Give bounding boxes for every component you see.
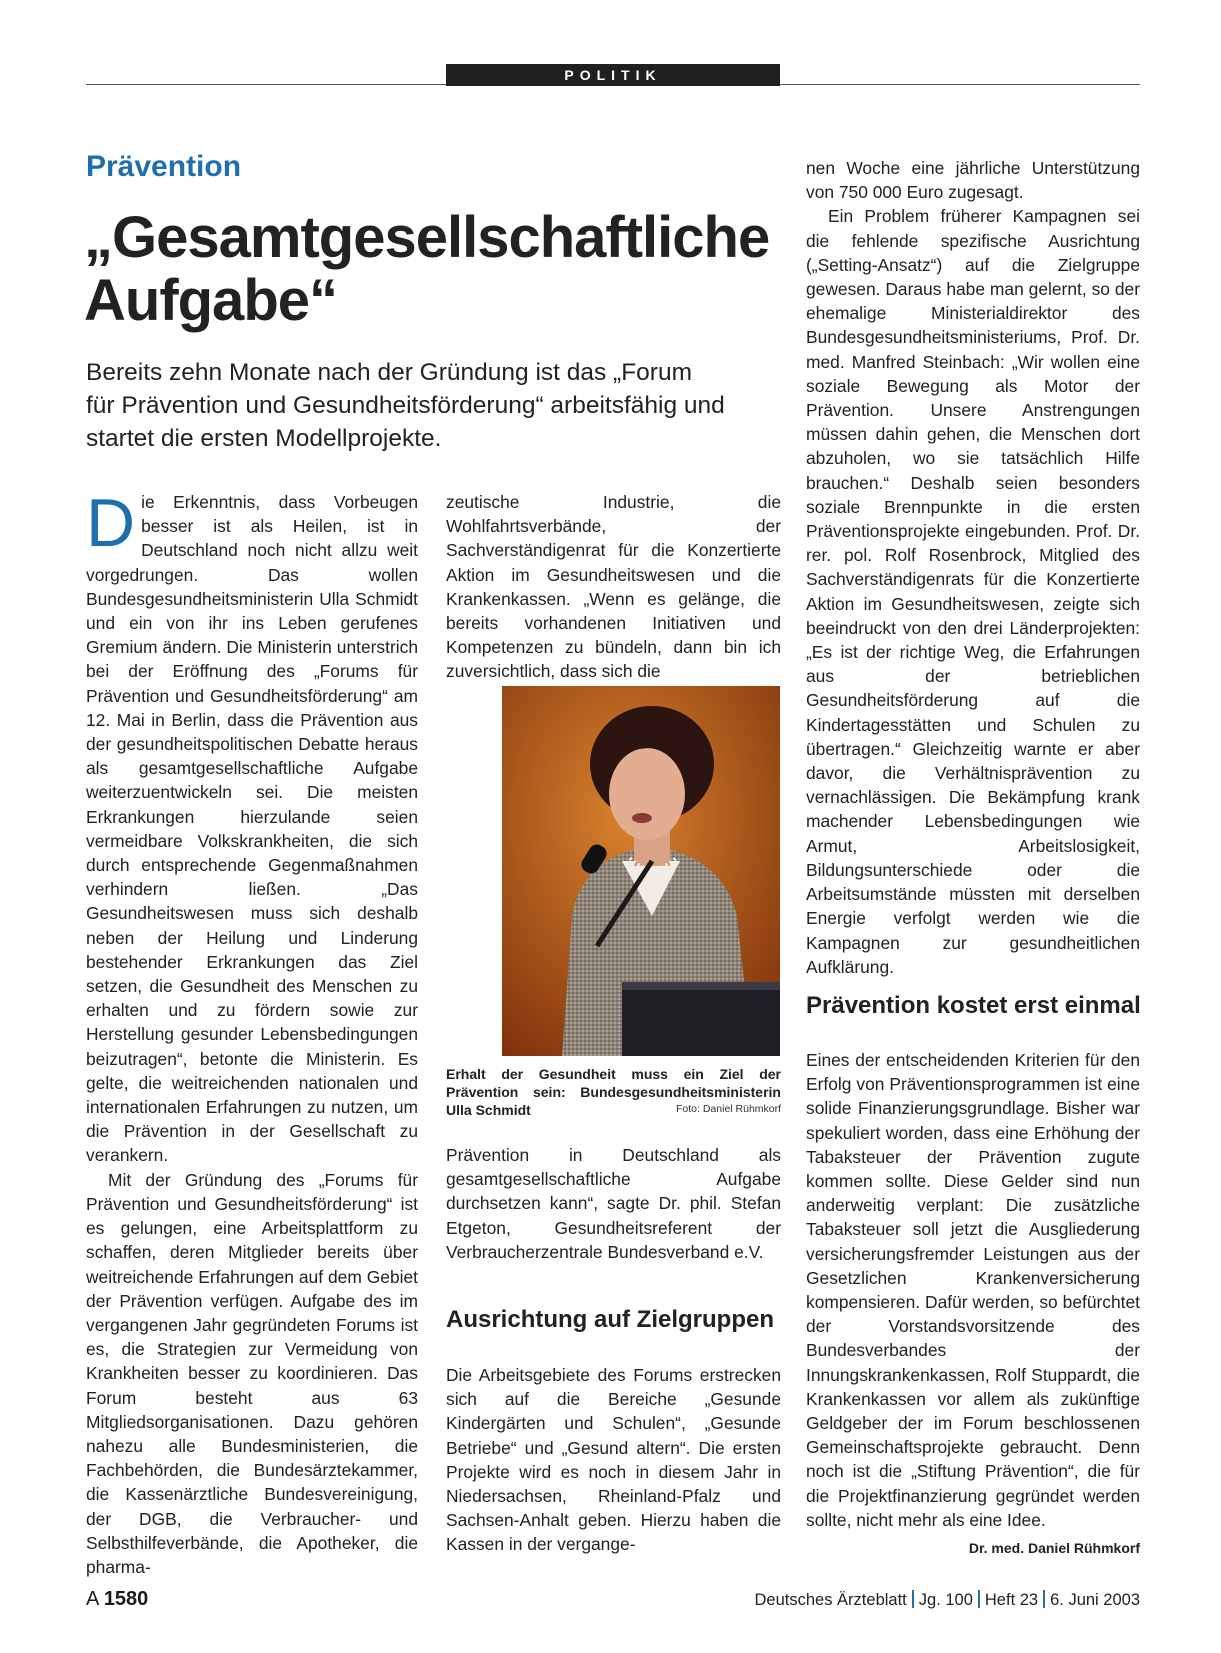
minister-photo [502, 686, 780, 1056]
separator [912, 1590, 914, 1608]
page-number-value: 1580 [103, 1588, 149, 1610]
article-column-2-bottom [446, 1363, 781, 1557]
article-column-3-bottom [806, 1048, 1140, 1560]
separator [1043, 1590, 1045, 1608]
article-headline: „Gesamtgesellschaftliche Aufgabe“ [84, 205, 770, 333]
subheading-praevention-kostet: Prävention kostet erst einmal [806, 992, 1141, 1019]
paragraph: nen Woche eine jährliche Unterstützung von 750 000 Euro zugesagt. [806, 158, 1140, 203]
paragraph-text: ie Erkenntnis, dass Vorbeugen besser ist als Heilen, ist in Deutschland noch nicht allzu weit vorgedrungen. Das wollen Bundesgesundheitsministerin Ulla Schmidt und ein von ihr ins Leben gerufenes Gremium ändern. Die Ministerin unterstrich bei der Eröffnung des „Forums für Prävention und Gesundheitsförderung“ am 12. Mai in Berlin, dass die Prävention aus der gesundheitspolitischen Debatte heraus als gesamtgesellschaftliche Aufgabe weiterzuentwickeln sei. Die meisten Erkrankungen hierzulande seien vermeidbare Volkskrankheiten, die sich durch entsprechende Gegenmaßnahmen verhindern ließen. „Das Gesundheitswesen muss sich deshalb neben der Heilung und Linderung bestehender Erkrankungen das Ziel setzen, die Gesundheit des Menschen zu erhalten und zu fördern sowie zur Herstellung gesunder Lebensbedingungen beizutragen“, betonte die Ministerin. Es gelte, die weitreichenden nationalen und internationalen Erfahrungen zu nutzen, um die Prävention in der Gesellschaft zu verankern. [86, 492, 418, 1166]
drop-cap: D [86, 485, 136, 561]
paragraph: Mit der Gründung des „Forums für Prävention und Gesundheitsförderung“ ist es gelungen, eine Arbeitsplattform zu schaffen, deren Mitglieder bereits über weitreichende Erfahrungen auf dem Gebiet der Prävention verfügen. Aufgabe des im vergangenen Jahr gegründeten Forums ist es, die Strategien zur Vermeidung von Krankheiten besser zu koordinieren. Das Forum besteht aus 63 Mitgliedsorganisationen. Dazu gehören nahezu alle Bundesministerien, die Fachbehörden, die Bundesärztekammer, die Kassenärztliche Bundesvereinigung, der DGB, die Verbraucher- und Selbsthilfeverbände, die Apotheker, die pharma- [86, 1169, 418, 1577]
section-label: POLITIK [446, 64, 780, 86]
paragraph: Ein Problem früherer Kampagnen sei die fehlende spezifische Ausrichtung („Setting-Ansatz“) auf die Zielgruppe gewesen. Daraus habe man gelernt, so der ehemalige Ministerialdirektor des Bundesgesundheitsministeriums, Prof. Dr. med. Manfred Steinbach: „Wir wollen eine soziale Bewegung als Motor der Prävention. Unsere Anstrengungen müssen dahin gehen, die Menschen dort abzuholen, wo sie tatsächlich Hilfe brauchen.“ Deshalb seien besonders soziale Brennpunkte in die ersten Präventionsprojekte eingebunden. Prof. Dr. rer. pol. Rolf Rosenbrock, Mitglied des Sachverständigenrats für die Konzertierte Aktion im Gesundheitswesen, zeigte sich beeindruckt von den drei Länderprojekten: „Es ist der richtige Weg, die Erfahrungen aus der betrieblichen Gesundheitsförderung auf die Kindertagesstätten und Schulen zu übertragen.“ Gleichzeitig warnte er aber davor, die Verhältnisprävention zu vernachlässigen. Die Bekämpfung krank machender Lebensbedingungen wie Armut, Arbeitslosigkeit, Bildungsunterschiede oder die Arbeitsumstände müssten mit derselben Energie verfolgt werden wie die Kampagnen zur gesundheitlichen Aufklärung. [806, 206, 1140, 977]
article-lead: Bereits zehn Monate nach der Gründung ist das „Forum für Prävention und Gesundheitsförderung“ arbeitsfähig und startet die ersten Modellprojekte. [86, 359, 725, 452]
article-column-2-top [446, 490, 781, 684]
separator [978, 1590, 980, 1608]
journal-name: Deutsches Ärzteblatt [754, 1591, 907, 1609]
paragraph: Die Arbeitsgebiete des Forums erstrecken sich auf die Bereiche „Gesunde Kindergärten und Schulen“, „Gesunde Betriebe“ und „Gesund altern“. Die ersten Projekte wird es noch in diesem Jahr in Niedersachsen, Rheinland-Pfalz und Sachsen-Anhalt geben. Hierzu haben die Kassen in der vergange- [446, 1365, 781, 1555]
speaker-illustration [502, 686, 780, 1056]
article-column-1 [86, 485, 418, 1579]
subheading-zielgruppen: Ausrichtung auf Zielgruppen [446, 1306, 774, 1333]
article-column-2-middle [446, 1143, 781, 1264]
journal-volume: Jg. 100 [918, 1591, 973, 1609]
paragraph [86, 485, 418, 1168]
paragraph: zeutische Industrie, die Wohlfahrtsverbände, der Sachverständigenrat für die Konzertierte Aktion im Gesundheitswesen und die Krankenkassen. „Wenn es gelänge, die bereits vorhandenen Initiativen und Kompetenzen zu bündeln, dann bin ich zuversichtlich, dass sich die [446, 492, 781, 682]
caption-text: Erhalt der Gesundheit muss ein Ziel der Prävention sein: Bundesgesundheitsministerin Ulla Schmidt [446, 1066, 781, 1118]
article-column-3-top [806, 156, 1140, 979]
paragraph-text: Eines der entscheidenden Kriterien für den Erfolg von Präventionsprogrammen ist eine solide Finanzierungsgrundlage. Bisher war spekuliert worden, dass eine Erhöhung der Tabaksteuer der Prävention zugute kommen sollte. Diese Gelder sind nun anderweitig verplant: Die zusätzliche Tabaksteuer soll jetzt die Ausgliederung versicherungsfremder Leistungen aus der Gesetzlichen Krankenversicherung kompensieren. Dafür werden, so befürchtet der Vorstandsvorsitzende des Bundesverbandes der Innungskrankenkassen, Rolf Stuppardt, die Krankenkassen vor allem als zukünftige Geldgeber der im Forum beschlossenen Gemeinschaftsprojekte gebraucht. Denn noch ist die „Stiftung Prävention“, die für die Projektfinanzierung gegründet werden sollte, nicht mehr als eine Idee. [806, 1050, 1140, 1530]
journal-date: 6. Juni 2003 [1050, 1591, 1140, 1609]
page-number [86, 1588, 148, 1611]
journal-info [755, 1590, 1140, 1610]
paragraph [806, 1048, 1140, 1557]
author-byline: Dr. med. Daniel Rühmkorf [968, 1540, 1140, 1557]
article-kicker: Prävention [86, 150, 242, 183]
photo-credit: Foto: Daniel Rühmkorf [676, 1103, 782, 1115]
paragraph: Prävention in Deutschland als gesamtgesellschaftliche Aufgabe durchsetzen kann“, sagte Dr. phil. Stefan Etgeton, Gesundheitsreferent der Verbraucherzentrale Bundesverband e.V. [446, 1145, 781, 1262]
journal-issue: Heft 23 [984, 1591, 1039, 1609]
page-prefix: A [86, 1588, 99, 1610]
